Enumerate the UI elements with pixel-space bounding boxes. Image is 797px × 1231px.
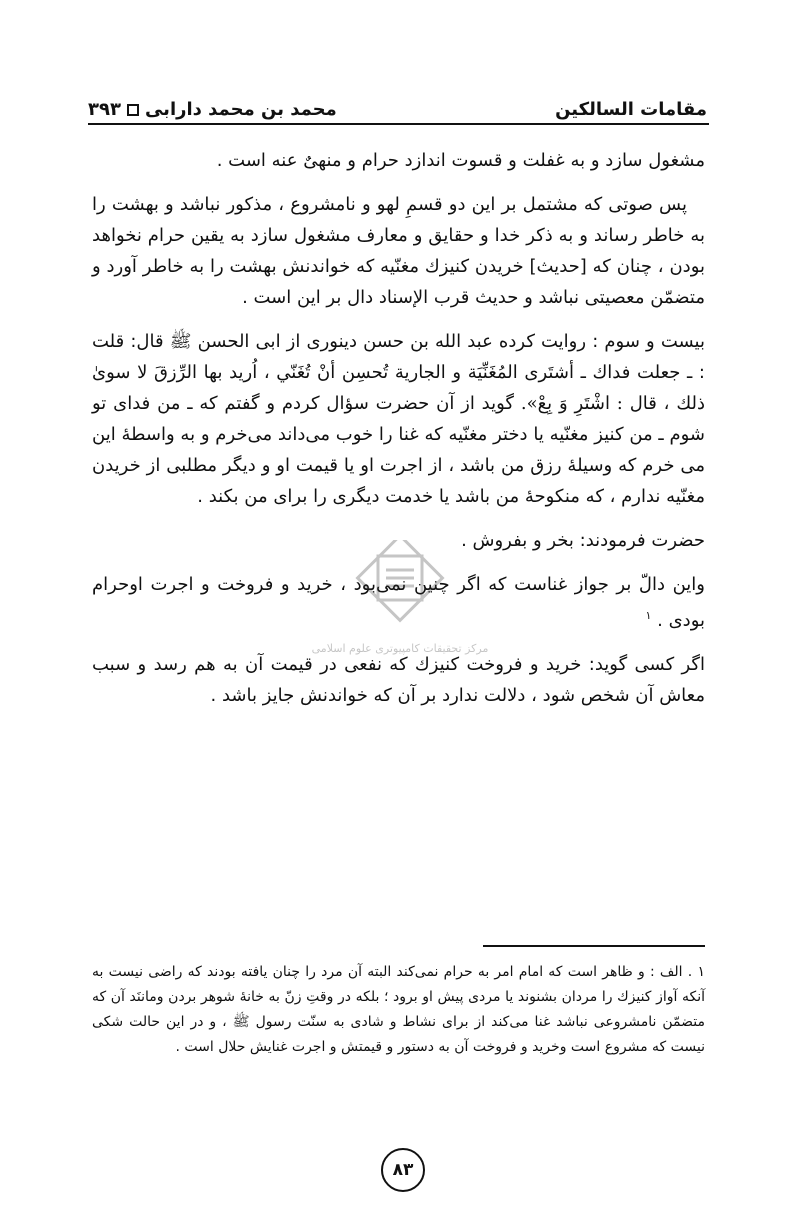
square-ornament-icon [127, 104, 139, 116]
arabic-quote: ـ جعلت فداك ـ أشتَری المُغَنِّیَة و الجاریة تُحسِن أنْ تُغَنّي ، اُرید بها الرِّزقَ لا سوىٰ ذلك ، قال : اشْتَرِ وَ بِعْ». [92, 362, 705, 414]
paragraph-5-text: واین دالّ بر جواز غناست که اگر چنین نمی‌بود ، خرید و فروخت و اجرت اوحرام بودی . [92, 574, 705, 631]
footnote-rule [483, 945, 705, 947]
paragraph-3-intro: بیست و سوم : روایت کرده عبد الله بن حسن دینوری از ابی الحسن ﷺ قال: قلت : [92, 331, 705, 383]
footnote-text: ۱ . الف : و ظاهر است که امام امر به حرام نمی‌کند البته آن مرد را چنان یافته بودند که راضی نیست به آنکه آواز کنیزك را مردان بشنوند یا مردی پیش او برود ؛ بلکه در وقتِ زنّ به خانهٔ شوهر بردن وماننَد آن که متضمّن نامشروعی نباشد غنا می‌کند از برای نشاط و شادی به سنّت رسول ﷺ ، و در این حالت شکی نیست که مشروع است وخرید و فروخت آن به دستور و قیمتش و اجرت غنایش حلال است . [92, 964, 705, 1055]
running-header [88, 80, 707, 120]
author-line [88, 99, 337, 120]
author-name: محمد بن محمد دارابی [144, 99, 337, 120]
paragraph-5 [92, 569, 705, 636]
page-number: ۸۳ [392, 1160, 414, 1180]
paragraph-3 [92, 326, 705, 512]
footnote [92, 960, 705, 1060]
footnote-marker: ۱ [645, 609, 652, 622]
paragraph-4: حضرت فرمودند: بخر و بفروش . [461, 530, 705, 551]
header-rule [88, 123, 709, 125]
paragraph-1: مشغول سازد و به غفلت و قسوت اندازد حرام و منهیٌ عنه است . [216, 150, 705, 171]
stamp-text: مرکز تحقیقات کامپیوتری علوم اسلامی [311, 642, 489, 655]
main-text [92, 145, 705, 724]
page-number-badge [381, 1148, 425, 1192]
header-page-number: ۳۹۳ [88, 99, 121, 120]
book-title: مقامات السالکین [555, 99, 707, 120]
paragraph-3-rest: گوید از آن حضرت سؤال کردم و گفتم که ـ من فدای تو شوم ـ من کنیز مغنّیه یا دختر مغنّیه که غنا را خوب می‌داند می‌خرم و به واسطهٔ این می خرم که وسیلهٔ رزق من باشد ، از اجرت او یا قیمت او و دیگر مطلبی از خریدن مغنّیه ندارم ، که منکوحهٔ من باشد یا خدمت دیگری را برای من بکند . [92, 393, 705, 507]
paragraph-2: پس صوتی که مشتمل بر این دو قسمِ لهو و نامشروع ، مذکور نباشد و بهشت را به خاطر رساند و به ذکر خدا و حقایق و معارف مشغول سازد به یقین حرام نخواهد بودن ، چنان که [حدیث] خریدن کنیزك مغنّیه که خواندنش بهشت را به خاطر آورد و متضمّن معصیتی نباشد و حدیث قرب الإسناد دال بر این است . [92, 194, 705, 308]
paragraph-6: اگر کسی گوید: خرید و فروخت کنیزك که نفعی در قیمت آن به هم رسد و سبب معاش آن شخص شود ، دلالت ندارد بر آن که خواندنش جایز باشد . [92, 654, 705, 706]
